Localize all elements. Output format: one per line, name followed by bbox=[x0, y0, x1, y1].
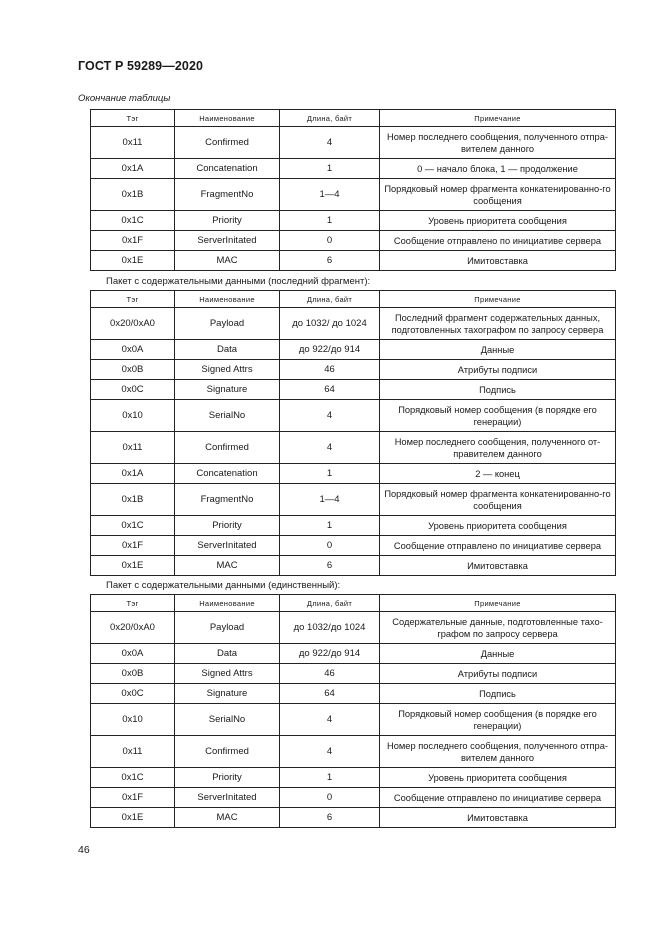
cell-name: MAC bbox=[175, 808, 280, 828]
table-3-header bbox=[91, 595, 616, 612]
cell-name: Signature bbox=[175, 684, 280, 704]
cell-name: MAC bbox=[175, 251, 280, 271]
cell-length: 1—4 bbox=[280, 484, 380, 516]
cell-note: Порядковый номер сообщения (в порядке его генерации) bbox=[380, 704, 616, 736]
cell-tag: 0x1F bbox=[91, 231, 175, 251]
cell-note: Порядковый номер фрагмента конкатенированно-го сообщения bbox=[380, 484, 616, 516]
cell-note: Номер последнего сообщения, полученного от-правителем данного bbox=[380, 432, 616, 464]
cell-name: SerialNo bbox=[175, 400, 280, 432]
cell-length: 1 bbox=[280, 211, 380, 231]
cell-tag: 0x11 bbox=[91, 432, 175, 464]
cell-name: Payload bbox=[175, 308, 280, 340]
table-1-header bbox=[91, 110, 616, 127]
cell-note: Сообщение отправлено по инициативе сервера bbox=[380, 536, 616, 556]
cell-length: 0 bbox=[280, 231, 380, 251]
cell-note: Порядковый номер фрагмента конкатенированно-го сообщения bbox=[380, 179, 616, 211]
cell-tag: 0x1F bbox=[91, 788, 175, 808]
cell-tag: 0x0A bbox=[91, 644, 175, 664]
cell-name: Priority bbox=[175, 516, 280, 536]
cell-tag: 0x1A bbox=[91, 464, 175, 484]
cell-tag: 0x1A bbox=[91, 159, 175, 179]
cell-note: Уровень приоритета сообщения bbox=[380, 211, 616, 231]
cell-tag: 0x0B bbox=[91, 360, 175, 380]
cell-note: Подпись bbox=[380, 684, 616, 704]
cell-note: Уровень приоритета сообщения bbox=[380, 516, 616, 536]
cell-length: до 922/до 914 bbox=[280, 340, 380, 360]
cell-note: Порядковый номер сообщения (в порядке его генерации) bbox=[380, 400, 616, 432]
table-row bbox=[91, 308, 616, 340]
column-header-length: Длина, байт bbox=[280, 110, 380, 127]
section-subtitle-last-fragment: Пакет с содержательными данными (последний фрагмент): bbox=[106, 276, 371, 287]
cell-name: Confirmed bbox=[175, 127, 280, 159]
cell-tag: 0x20/0xA0 bbox=[91, 612, 175, 644]
cell-length: 6 bbox=[280, 251, 380, 271]
cell-tag: 0x1E bbox=[91, 556, 175, 576]
table-3 bbox=[90, 594, 616, 828]
cell-tag: 0x0B bbox=[91, 664, 175, 684]
cell-note: Номер последнего сообщения, полученного отпра-вителем данного bbox=[380, 736, 616, 768]
table-2 bbox=[90, 290, 616, 576]
cell-name: FragmentNo bbox=[175, 484, 280, 516]
column-header-name: Наименование bbox=[175, 291, 280, 308]
table-1 bbox=[90, 109, 616, 271]
cell-name: Confirmed bbox=[175, 736, 280, 768]
table-row bbox=[91, 340, 616, 360]
table-row bbox=[91, 231, 616, 251]
cell-name: Signed Attrs bbox=[175, 664, 280, 684]
cell-length: 4 bbox=[280, 432, 380, 464]
cell-length: 46 bbox=[280, 664, 380, 684]
column-header-length: Длина, байт bbox=[280, 595, 380, 612]
cell-note: 2 — конец bbox=[380, 464, 616, 484]
cell-name: SerialNo bbox=[175, 704, 280, 736]
cell-note: Атрибуты подписи bbox=[380, 664, 616, 684]
cell-tag: 0x1E bbox=[91, 808, 175, 828]
cell-length: до 1032/ до 1024 bbox=[280, 308, 380, 340]
cell-name: Data bbox=[175, 644, 280, 664]
cell-length: до 1032/до 1024 bbox=[280, 612, 380, 644]
cell-tag: 0x20/0xA0 bbox=[91, 308, 175, 340]
table-row bbox=[91, 644, 616, 664]
cell-tag: 0x0C bbox=[91, 684, 175, 704]
table-row bbox=[91, 516, 616, 536]
table-row bbox=[91, 251, 616, 271]
table-row bbox=[91, 536, 616, 556]
cell-name: Confirmed bbox=[175, 432, 280, 464]
cell-note: Имитовставка bbox=[380, 808, 616, 828]
cell-length: 4 bbox=[280, 127, 380, 159]
cell-note: Сообщение отправлено по инициативе сервера bbox=[380, 788, 616, 808]
table-row bbox=[91, 179, 616, 211]
cell-tag: 0x0C bbox=[91, 380, 175, 400]
cell-length: до 922/до 914 bbox=[280, 644, 380, 664]
cell-tag: 0x1B bbox=[91, 179, 175, 211]
column-header-tag: Тэг bbox=[91, 595, 175, 612]
cell-tag: 0x1E bbox=[91, 251, 175, 271]
table-row bbox=[91, 159, 616, 179]
table-row bbox=[91, 432, 616, 464]
document-header: ГОСТ Р 59289—2020 bbox=[78, 59, 204, 73]
cell-length: 4 bbox=[280, 400, 380, 432]
table-row bbox=[91, 788, 616, 808]
cell-name: Payload bbox=[175, 612, 280, 644]
table-row bbox=[91, 211, 616, 231]
table-row bbox=[91, 768, 616, 788]
cell-name: Signature bbox=[175, 380, 280, 400]
table-row bbox=[91, 400, 616, 432]
cell-name: Signed Attrs bbox=[175, 360, 280, 380]
cell-note: Данные bbox=[380, 644, 616, 664]
table-row bbox=[91, 808, 616, 828]
column-header-tag: Тэг bbox=[91, 291, 175, 308]
table-row bbox=[91, 360, 616, 380]
column-header-length: Длина, байт bbox=[280, 291, 380, 308]
cell-name: ServerInitated bbox=[175, 788, 280, 808]
cell-note: Содержательные данные, подготовленные тахо-графом по запросу сервера bbox=[380, 612, 616, 644]
column-header-tag: Тэг bbox=[91, 110, 175, 127]
column-header-note: Примечание bbox=[380, 595, 616, 612]
table-row bbox=[91, 127, 616, 159]
cell-note: Данные bbox=[380, 340, 616, 360]
cell-tag: 0x11 bbox=[91, 736, 175, 768]
cell-name: Data bbox=[175, 340, 280, 360]
cell-tag: 0x1C bbox=[91, 768, 175, 788]
cell-length: 1 bbox=[280, 159, 380, 179]
table-row bbox=[91, 484, 616, 516]
cell-note: Уровень приоритета сообщения bbox=[380, 768, 616, 788]
table-row bbox=[91, 556, 616, 576]
cell-tag: 0x1F bbox=[91, 536, 175, 556]
cell-length: 4 bbox=[280, 704, 380, 736]
page-number: 46 bbox=[78, 844, 90, 856]
table-row bbox=[91, 736, 616, 768]
cell-length: 4 bbox=[280, 736, 380, 768]
cell-length: 1 bbox=[280, 768, 380, 788]
cell-name: FragmentNo bbox=[175, 179, 280, 211]
table-caption: Окончание таблицы bbox=[78, 93, 171, 104]
cell-note: Подпись bbox=[380, 380, 616, 400]
cell-length: 0 bbox=[280, 788, 380, 808]
cell-length: 64 bbox=[280, 684, 380, 704]
cell-note: Имитовставка bbox=[380, 556, 616, 576]
cell-name: Priority bbox=[175, 211, 280, 231]
cell-length: 6 bbox=[280, 808, 380, 828]
table-row bbox=[91, 684, 616, 704]
cell-name: Concatenation bbox=[175, 464, 280, 484]
cell-length: 1 bbox=[280, 464, 380, 484]
table-row bbox=[91, 704, 616, 736]
table-2-header bbox=[91, 291, 616, 308]
cell-tag: 0x0A bbox=[91, 340, 175, 360]
cell-tag: 0x10 bbox=[91, 704, 175, 736]
cell-note: Последний фрагмент содержательных данных, подготовленных тахографом по запросу сервера bbox=[380, 308, 616, 340]
cell-note: Атрибуты подписи bbox=[380, 360, 616, 380]
cell-name: MAC bbox=[175, 556, 280, 576]
cell-length: 1 bbox=[280, 516, 380, 536]
table-row bbox=[91, 464, 616, 484]
cell-length: 0 bbox=[280, 536, 380, 556]
cell-tag: 0x10 bbox=[91, 400, 175, 432]
cell-tag: 0x1C bbox=[91, 516, 175, 536]
cell-length: 6 bbox=[280, 556, 380, 576]
cell-name: ServerInitated bbox=[175, 536, 280, 556]
column-header-name: Наименование bbox=[175, 110, 280, 127]
cell-note: 0 — начало блока, 1 — продолжение bbox=[380, 159, 616, 179]
cell-length: 46 bbox=[280, 360, 380, 380]
cell-length: 64 bbox=[280, 380, 380, 400]
cell-name: Concatenation bbox=[175, 159, 280, 179]
cell-name: Priority bbox=[175, 768, 280, 788]
cell-length: 1—4 bbox=[280, 179, 380, 211]
cell-tag: 0x1C bbox=[91, 211, 175, 231]
cell-note: Сообщение отправлено по инициативе сервера bbox=[380, 231, 616, 251]
table-row bbox=[91, 612, 616, 644]
cell-note: Имитовставка bbox=[380, 251, 616, 271]
cell-name: ServerInitated bbox=[175, 231, 280, 251]
cell-note: Номер последнего сообщения, полученного отпра-вителем данного bbox=[380, 127, 616, 159]
cell-tag: 0x11 bbox=[91, 127, 175, 159]
column-header-note: Примечание bbox=[380, 110, 616, 127]
cell-tag: 0x1B bbox=[91, 484, 175, 516]
section-subtitle-single: Пакет с содержательными данными (единственный): bbox=[106, 580, 341, 591]
table-row bbox=[91, 380, 616, 400]
column-header-name: Наименование bbox=[175, 595, 280, 612]
table-row bbox=[91, 664, 616, 684]
column-header-note: Примечание bbox=[380, 291, 616, 308]
